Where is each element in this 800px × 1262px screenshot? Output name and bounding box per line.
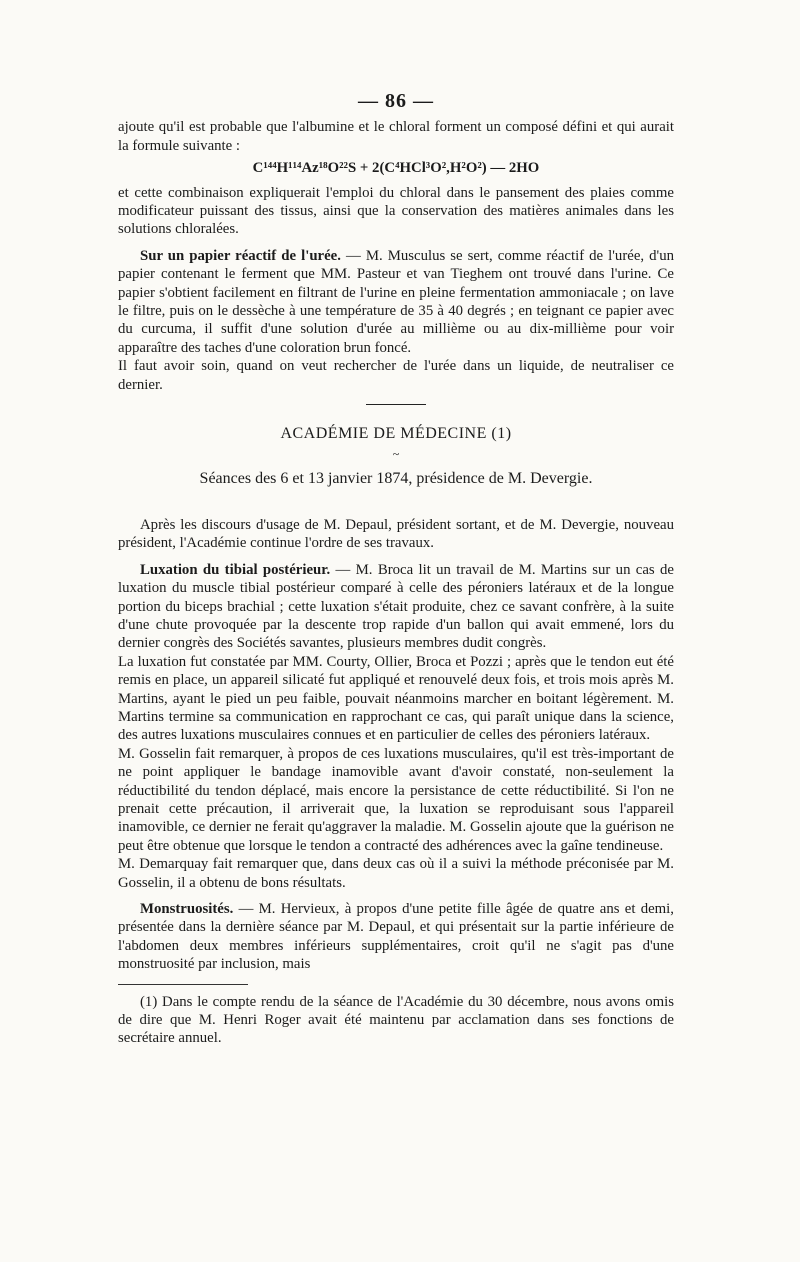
paragraph-demarquay: M. Demarquay fait remarquer que, dans deux cas où il a suivi la méthode préconisée par M. Gosselin, il a obtenu de bons résultats.: [118, 856, 674, 891]
footnote-rule: [118, 984, 248, 985]
separator-rule: [366, 404, 426, 405]
paragraph-neutraliser: Il faut avoir soin, quand on veut rechercher de l'urée dans un liquide, de neutraliser ce dernier.: [118, 358, 674, 393]
footnote: (1) Dans le compte rendu de la séance de l'Académie du 30 décembre, nous avons omis de dire que M. Henri Roger avait été maintenu par acclamation dans ses fonctions de secrétaire annuel.: [118, 993, 674, 1047]
section-ornament: ~: [392, 446, 400, 461]
chemical-formula: C¹⁴⁴H¹¹⁴Az¹⁸O²²S + 2(C⁴HCl³O²,H²O²) — 2HO: [252, 160, 540, 177]
paragraph-constatee: La luxation fut constatée par MM. Courty, Ollier, Broca et Pozzi ; après que le tendon eut été remis en place, un appareil silicaté fut appliqué et renouvelé deux fois, et trois mois après M. Martins, ayant le pied un peu faible, pouvait néanmoins marcher en boitant légèrement. M. Martins termine sa communication en rapprochant ce cas, qui paraît unique dans la science, des autres luxations musculaires connues et en particulier de celles des péroniers latéraux.: [118, 653, 674, 744]
paragraph-monstruosites-text: — M. Hervieux, à propos d'une petite fille âgée de quatre ans et demi, présentée dans la dernière séance par M. Depaul, et qui présentait sur la partie inférieure de l'abdomen deux membres inférieurs supplémentaires, croit qu'il ne s'agit pas d'une monstruosité par inclusion, mais: [118, 901, 674, 973]
paragraph-gosselin: M. Gosselin fait remarquer, à propos de ces luxations musculaires, qu'il est très-important de ne point appliquer le bandage inamovible avant d'avoir constaté, non-seulement la réductibilité du tendon déplacé, mais encore la persistance de cette réductibilité. Si l'on ne prenait cette précaution, il arriverait que, la luxation se reproduisant sous l'appareil inamovible, ce dernier ne ferait qu'aggraver la maladie. M. Gosselin ajoute que la guérison ne peut être obtenue que lorsque le tendon a contracté des adhérences avec la gaîne tendineuse.: [118, 745, 674, 854]
section-title: ACADÉMIE DE MÉDECINE (1): [280, 425, 512, 443]
paragraph-chloral: et cette combinaison expliquerait l'emploi du chloral dans le pansement des plaies comme modificateur puissant des tissus, ainsi que la conservation des matières animales dans les solutions chloralées.: [118, 184, 674, 238]
page-number: — 86 —: [358, 90, 434, 112]
paragraph-discours: Après les discours d'usage de M. Depaul, président sortant, et de M. Devergie, nouveau président, l'Académie continue l'ordre de ses travaux.: [118, 516, 674, 552]
heading-monstruosites: Monstruosités.: [140, 901, 234, 918]
heading-luxation: Luxation du tibial postérieur.: [140, 561, 331, 578]
paragraph-luxation-text: — M. Broca lit un travail de M. Martins sur un cas de luxation du muscle tibial postérieur comparé à celle des péroniers latéraux et de la longue portion du biceps brachial ; cette luxation s'était produite, chez ce savant confrère, à la suite d'une chute provoquée par la descente trop rapide d'un ballon qui avait emmené, lors du dernier congrès des Sociétés savantes, plusieurs membres dudit congrès.: [118, 561, 674, 652]
paragraph-uree: [118, 247, 674, 357]
paragraph-uree-text: — M. Musculus se sert, comme réactif de l'urée, d'un papier contenant le ferment que MM. Pasteur et van Tieghem ont trouvé dans l'urine. Ce papier s'obtient facilement en filtrant de l'urine en pleine fermentation ammoniacale ; on lave le filtre, puis on le dessèche à une température de 35 à 40 degrés ; en teignant ce papier avec du curcuma, il suffit d'une solution d'urée au millième ou au dix-millième pour voir apparaître des taches d'une coloration brun foncé.: [118, 247, 674, 356]
heading-papier-reactif: Sur un papier réactif de l'urée.: [140, 247, 341, 264]
paragraph-albumine: ajoute qu'il est probable que l'albumine et le chloral forment un composé défini et qui aurait la formule suivante :: [118, 119, 674, 154]
document-page: [118, 92, 674, 1048]
paragraph-monstruosites: [118, 900, 674, 974]
paragraph-luxation: [118, 561, 674, 653]
sessions-heading: Séances des 6 et 13 janvier 1874, présidence de M. Devergie.: [199, 469, 593, 487]
